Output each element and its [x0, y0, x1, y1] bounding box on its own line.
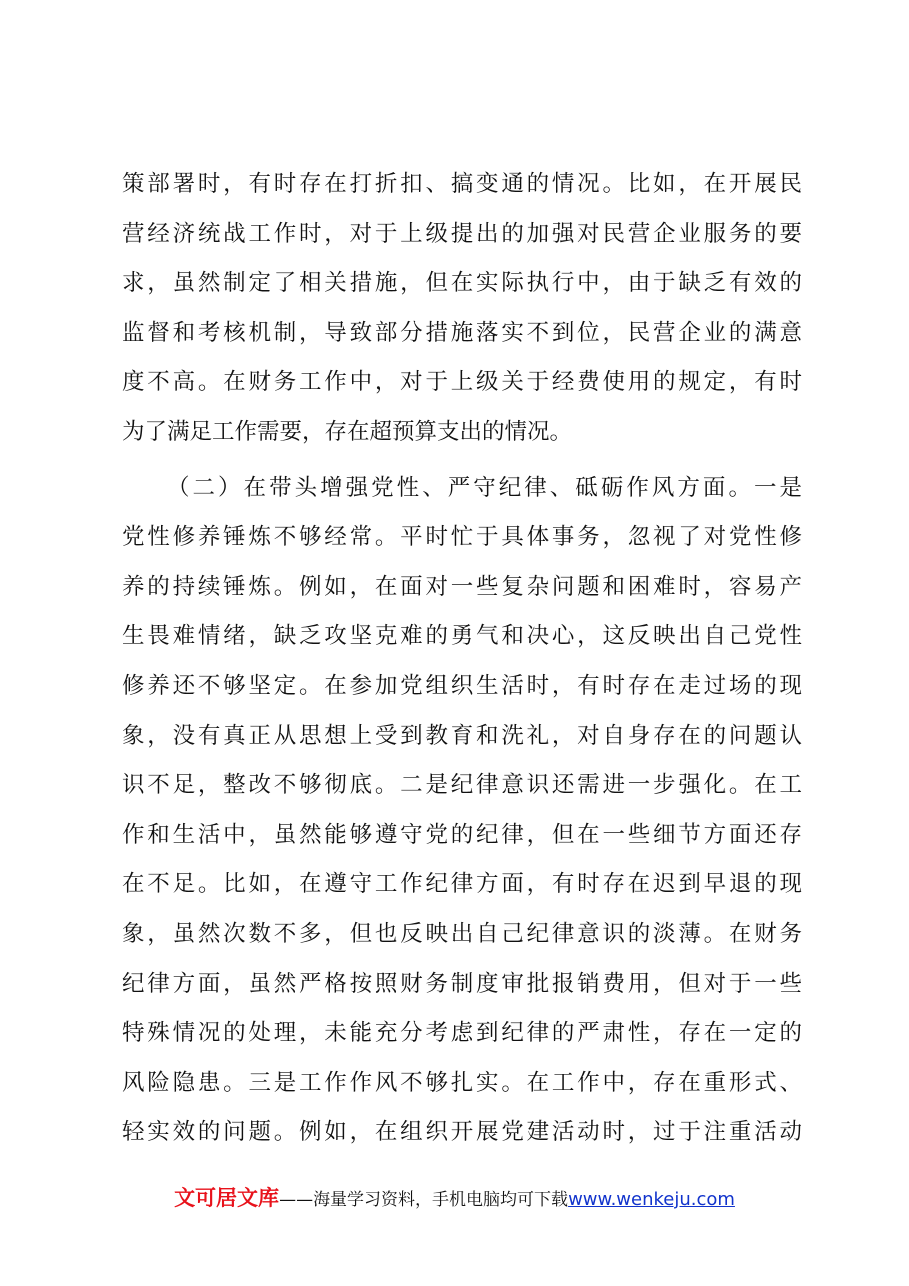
text-line: 为了满足工作需要，存在超预算支出的情况。 — [122, 418, 573, 445]
footer-brand: 文可居文库 — [174, 1186, 280, 1210]
footer-banner — [0, 1182, 909, 1212]
body-text — [122, 160, 802, 1158]
footer-tagline: ——海量学习资料，手机电脑均可下载 — [279, 1190, 569, 1210]
text-line: 养的持续锤炼。例如，在面对一些复杂问题和困难时，容易产 — [122, 573, 802, 600]
text-line: 生畏难情绪，缺乏攻坚克难的勇气和决心，这反映出自己党性 — [122, 623, 802, 650]
section-heading-line: （二）在带头增强党性、严守纪律、砥砺作风方面。一是 — [167, 474, 802, 501]
text-line: 监督和考核机制，导致部分措施落实不到位，民营企业的满意 — [122, 319, 802, 346]
text-line: 策部署时，有时存在打折扣、搞变通的情况。比如，在开展民 — [122, 171, 802, 197]
text-line: 轻实效的问题。例如，在组织开展党建活动时，过于注重活动 — [122, 1119, 802, 1146]
text-line: 修养还不够坚定。在参加党组织生活时，有时存在走过场的现 — [122, 672, 802, 699]
text-line: 党性修养锤炼不够经常。平时忙于具体事务，忽视了对党性修 — [122, 524, 802, 551]
text-line: 特殊情况的处理，未能充分考虑到纪律的严肃性，存在一定的 — [122, 1020, 802, 1047]
text-line: 营经济统战工作时，对于上级提出的加强对民营企业服务的要 — [122, 220, 802, 247]
text-line: 求，虽然制定了相关措施，但在实际执行中，由于缺乏有效的 — [122, 270, 802, 297]
text-line: 风险隐患。三是工作作风不够扎实。在工作中，存在重形式、 — [122, 1069, 802, 1096]
text-line: 在不足。比如，在遵守工作纪律方面，有时存在迟到早退的现 — [122, 871, 802, 898]
text-line: 度不高。在财务工作中，对于上级关于经费使用的规定，有时 — [122, 369, 802, 396]
footer-url-link[interactable]: www.wenkeju.com — [568, 1189, 735, 1210]
text-line: 作和生活中，虽然能够遵守党的纪律，但在一些细节方面还存 — [122, 821, 802, 848]
text-line: 识不足，整改不够彻底。二是纪律意识还需进一步强化。在工 — [122, 772, 802, 799]
text-line: 象，虽然次数不多，但也反映出自己纪律意识的淡薄。在财务 — [122, 920, 802, 947]
text-line: 纪律方面，虽然严格按照财务制度审批报销费用，但对于一些 — [122, 970, 802, 997]
text-line: 象，没有真正从思想上受到教育和洗礼，对自身存在的问题认 — [122, 722, 802, 749]
